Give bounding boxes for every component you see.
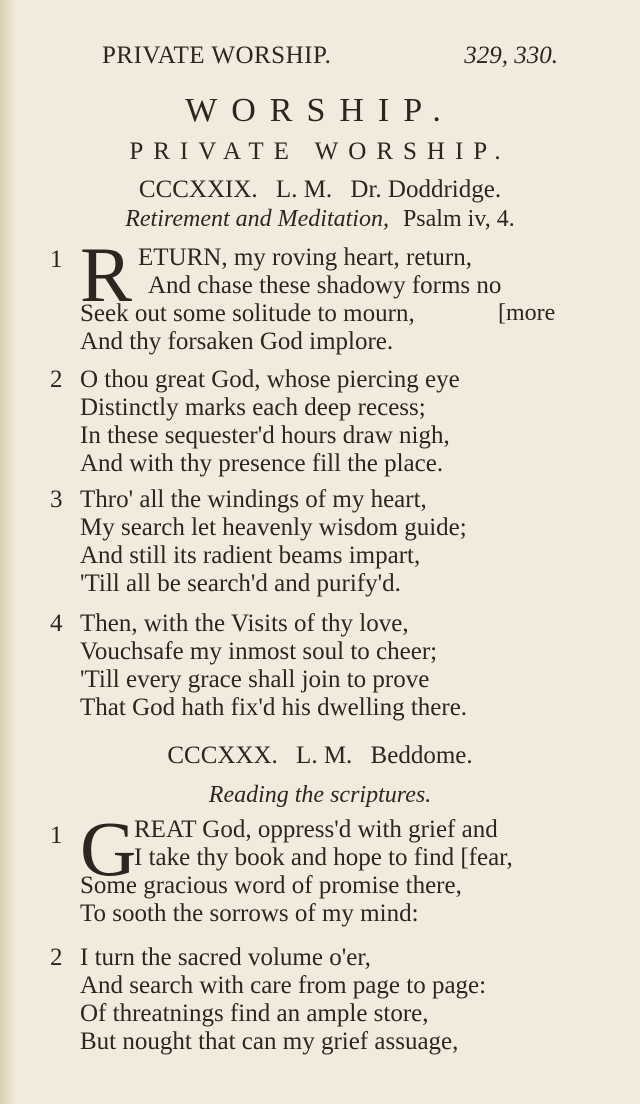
verse-line: I take thy book and hope to find [fear, xyxy=(134,844,513,871)
verse-line: 'Till all be search'd and purify'd. xyxy=(80,570,401,597)
hymn-heading xyxy=(0,176,640,204)
verse-line: Seek out some solitude to mourn, xyxy=(80,300,415,327)
verse-line: REAT God, oppress'd with grief and xyxy=(134,816,498,843)
hymn-number: CCCXXIX. xyxy=(138,176,258,203)
verse-line: Thro' all the windings of my heart, xyxy=(80,486,427,513)
verse-line: To sooth the sorrows of my mind: xyxy=(80,900,419,927)
verse-line: And chase these shadowy forms no xyxy=(148,272,502,299)
verse-line: And thy forsaken God implore. xyxy=(80,328,394,355)
stanza-number: 2 xyxy=(50,366,63,393)
verse-line: Some gracious word of promise there, xyxy=(80,872,462,899)
stanza-number: 2 xyxy=(50,944,63,971)
hymn-subject: Retirement and Meditation, xyxy=(125,206,389,232)
hymn-meter: L. M. xyxy=(296,742,353,769)
verse-line: But nought that can my grief assuage, xyxy=(80,1028,459,1055)
hymn-author: Beddome. xyxy=(370,742,473,769)
section-title: WORSHIP. xyxy=(185,92,455,129)
hymn-meter: L. M. xyxy=(275,176,333,203)
verse-line: And still its radient beams impart, xyxy=(80,542,421,569)
verse-line: Vouchsafe my inmost soul to cheer; xyxy=(80,638,438,665)
verse-line: 'Till every grace shall join to prove xyxy=(80,666,430,693)
verse-line: In these sequester'd hours draw nigh, xyxy=(80,422,450,449)
stanza-number: 1 xyxy=(50,246,63,273)
hymn-subject-line xyxy=(0,206,640,233)
stanza-number: 4 xyxy=(50,610,63,637)
stanza-number: 1 xyxy=(50,822,63,849)
hymn-author: Dr. Doddridge. xyxy=(350,176,502,203)
verse-line: I turn the sacred volume o'er, xyxy=(80,944,371,971)
page-numbers: 329, 330. xyxy=(464,42,558,69)
turnover-word: [more xyxy=(498,300,556,326)
verse-line: O thou great God, whose piercing eye xyxy=(80,366,460,393)
verse-line: And with thy presence fill the place. xyxy=(80,450,444,477)
hymn-subject: Reading the scriptures. xyxy=(208,782,432,808)
running-title: PRIVATE WORSHIP. xyxy=(102,42,332,69)
hymn-heading xyxy=(0,742,640,770)
hymn-number: CCCXXX. xyxy=(167,742,278,769)
verse-line: My search let heavenly wisdom guide; xyxy=(80,514,467,541)
drop-cap: G xyxy=(80,805,137,892)
verse-line: ETURN, my roving heart, return, xyxy=(138,244,472,271)
hymn-reference: Psalm iv, 4. xyxy=(402,206,515,232)
verse-line: And search with care from page to page: xyxy=(80,972,487,999)
stanza-number: 3 xyxy=(50,486,63,513)
drop-cap: R xyxy=(80,231,133,318)
verse-line: Distinctly marks each deep recess; xyxy=(80,394,426,421)
verse-line: Of threatnings find an ample store, xyxy=(80,1000,429,1027)
subsection-title: PRIVATE WORSHIP. xyxy=(129,138,511,165)
verse-line: Then, with the Visits of thy love, xyxy=(80,610,409,637)
running-head xyxy=(102,42,572,78)
verse-line: That God hath fix'd his dwelling there. xyxy=(80,694,468,721)
